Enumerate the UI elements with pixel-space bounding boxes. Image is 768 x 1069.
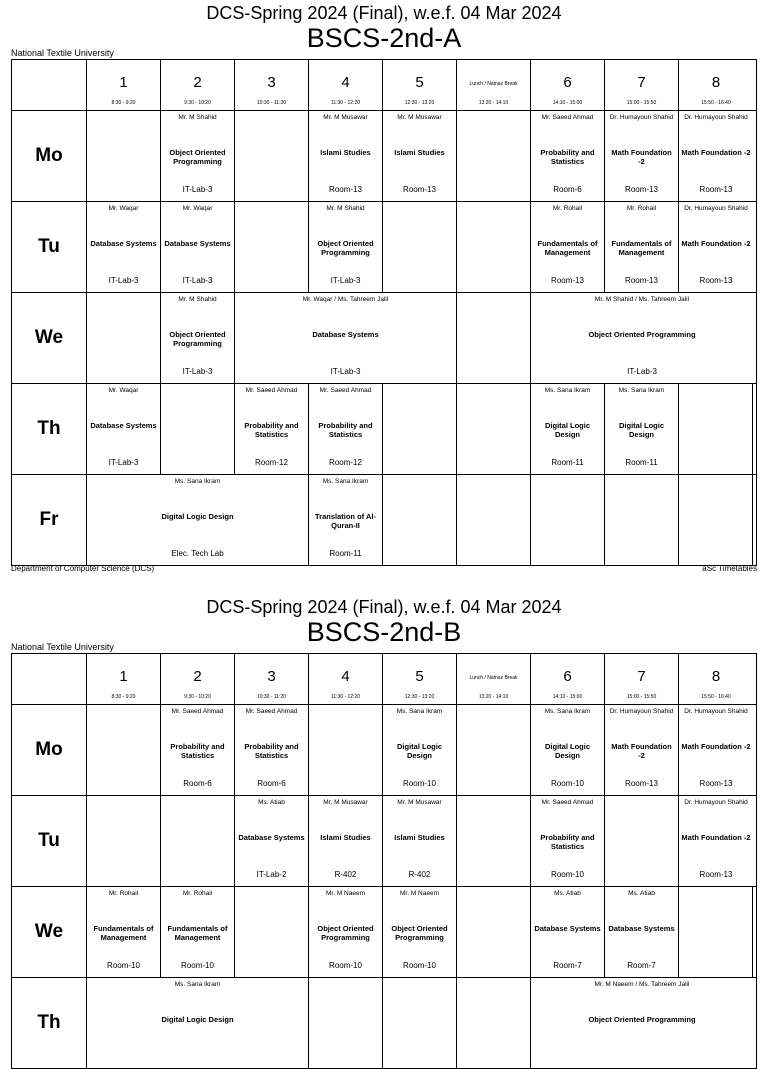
teacher-name: Mr. Waqar xyxy=(182,205,213,212)
period-time: 15:00 - 15:50 xyxy=(626,100,657,106)
room-name: R-402 xyxy=(408,870,431,879)
empty-slot xyxy=(605,475,679,565)
room-name: IT-Lab-3 xyxy=(330,367,361,376)
empty-slot xyxy=(383,202,457,292)
teacher-name: Mr. Saeed Ahmad xyxy=(541,114,594,121)
lunch-cell xyxy=(457,475,531,565)
class-slot[interactable] xyxy=(383,887,457,977)
room-name: Room-13 xyxy=(329,185,362,194)
class-slot[interactable] xyxy=(309,384,383,474)
day-cell xyxy=(12,202,87,292)
period-header-cell xyxy=(87,60,161,110)
room-name: Elec. Tech Lab xyxy=(171,549,224,558)
class-slot[interactable] xyxy=(679,202,753,292)
teacher-name: Ms. Atiab xyxy=(258,799,285,806)
room-name: Room-10 xyxy=(107,961,140,970)
period-header-cell xyxy=(309,60,383,110)
room-name: IT-Lab-2 xyxy=(256,870,287,879)
empty-slot xyxy=(87,796,161,886)
subject-name: Object Oriented Programming xyxy=(588,1015,696,1024)
day-name: Th xyxy=(37,1012,61,1033)
class-slot[interactable] xyxy=(309,202,383,292)
room-name: Room-11 xyxy=(329,549,362,558)
day-cell xyxy=(12,111,87,201)
room-name: Room-13 xyxy=(403,185,436,194)
period-time: 12:30 - 13:20 xyxy=(404,694,435,700)
period-number: 2 xyxy=(193,74,202,91)
room-name: Room-6 xyxy=(183,779,212,788)
teacher-name: Ms. Sana Ikram xyxy=(174,981,221,988)
lunch-cell xyxy=(457,887,531,977)
day-cell xyxy=(12,887,87,977)
empty-slot xyxy=(309,978,383,1068)
subject-name: Digital Logic Design xyxy=(619,421,664,439)
day-name: We xyxy=(34,921,64,942)
room-name: Room-13 xyxy=(625,779,658,788)
lunch-cell xyxy=(457,111,531,201)
room-name: Room-13 xyxy=(551,276,584,285)
teacher-name: Dr. Humayoun Shahid xyxy=(609,708,674,715)
teacher-name: Ms. Sana Ikram xyxy=(544,708,591,715)
room-name: IT-Lab-3 xyxy=(182,276,213,285)
subject-name: Probability and Statistics xyxy=(318,421,373,439)
teacher-name: Mr. Saeed Ahmad xyxy=(171,708,224,715)
subject-name: Object Oriented Programming xyxy=(391,924,448,942)
document-title: DCS-Spring 2024 (Final), w.e.f. 04 Mar 2024 xyxy=(206,597,562,617)
empty-slot xyxy=(679,475,753,565)
day-cell xyxy=(12,796,87,886)
period-number: 3 xyxy=(267,74,276,91)
empty-slot xyxy=(235,111,309,201)
period-time: 15:50 - 16:40 xyxy=(701,100,731,106)
teacher-name: Mr. Waqar / Ms. Tahreem Jalil xyxy=(302,296,389,303)
lunch-cell xyxy=(457,293,531,383)
subject-name: Digital Logic Design xyxy=(161,1015,234,1024)
class-slot[interactable] xyxy=(383,796,457,886)
period-number: 7 xyxy=(637,668,646,685)
room-name: Room-11 xyxy=(551,458,584,467)
period-number: 5 xyxy=(415,74,424,91)
subject-name: Fundamentals of Management xyxy=(167,924,228,942)
room-name: Room-10 xyxy=(329,961,362,970)
teacher-name: Ms. Sana Ikram xyxy=(544,387,591,394)
subject-name: Math Foundation -2 xyxy=(611,742,672,760)
lunch-header-cell xyxy=(457,60,531,110)
class-slot[interactable] xyxy=(531,111,605,201)
day-cell xyxy=(12,475,87,565)
teacher-name: Mr. M Naeem / Ms. Tahreem Jalil xyxy=(594,981,690,988)
room-name: Room-13 xyxy=(699,870,733,879)
subject-name: Math Foundation -2 xyxy=(681,148,751,157)
period-header-cell xyxy=(161,654,235,704)
period-header-cell xyxy=(383,654,457,704)
class-slot[interactable] xyxy=(161,293,235,383)
subject-name: Object Oriented Programming xyxy=(588,330,696,339)
teacher-name: Mr. M Musawar xyxy=(397,799,442,806)
period-header-cell xyxy=(235,60,309,110)
period-header-cell xyxy=(161,60,235,110)
lunch-cell xyxy=(457,796,531,886)
room-name: IT-Lab-3 xyxy=(182,185,213,194)
empty-slot xyxy=(383,384,457,474)
empty-slot xyxy=(679,384,753,474)
teacher-name: Mr. Saeed Ahmad xyxy=(319,387,372,394)
subject-name: Database Systems xyxy=(90,239,157,248)
class-slot[interactable] xyxy=(161,111,235,201)
day-row xyxy=(12,384,756,475)
subject-name: Database Systems xyxy=(164,239,231,248)
period-header-row xyxy=(12,654,756,705)
teacher-name: Ms. Atiab xyxy=(628,890,655,897)
teacher-name: Mr. M Shahid / Ms. Tahreem Jalil xyxy=(594,296,690,303)
subject-name: Database Systems xyxy=(534,924,601,933)
empty-slot xyxy=(531,475,605,565)
class-slot[interactable] xyxy=(531,796,605,886)
period-time: 11:30 - 12:20 xyxy=(330,100,361,106)
day-name: Mo xyxy=(35,739,63,760)
empty-slot xyxy=(87,705,161,795)
subject-name: Digital Logic Design xyxy=(545,742,590,760)
class-slot[interactable] xyxy=(309,475,383,565)
period-number: 7 xyxy=(637,74,646,91)
period-time: 15:50 - 16:40 xyxy=(701,694,731,700)
class-slot[interactable] xyxy=(161,202,235,292)
teacher-name: Mr. M Musawar xyxy=(323,799,368,806)
timetable-grid xyxy=(11,653,757,1069)
empty-slot xyxy=(87,293,161,383)
empty-slot xyxy=(383,978,457,1068)
class-slot[interactable] xyxy=(309,887,383,977)
empty-slot xyxy=(605,796,679,886)
empty-slot xyxy=(161,796,235,886)
class-slot[interactable] xyxy=(87,475,309,565)
teacher-name: Dr. Humayoun Shahid xyxy=(684,708,748,715)
subject-name: Translation of Al-Quran-II xyxy=(315,512,376,530)
empty-slot xyxy=(679,887,753,977)
subject-name: Object Oriented Programming xyxy=(169,148,226,166)
lunch-cell xyxy=(457,705,531,795)
subject-name: Islami Studies xyxy=(320,833,371,842)
day-cell xyxy=(12,705,87,795)
period-header-cell xyxy=(679,60,753,110)
room-name: Room-13 xyxy=(625,276,658,285)
class-slot[interactable] xyxy=(531,887,605,977)
subject-name: Digital Logic Design xyxy=(397,742,442,760)
room-name: Room-13 xyxy=(699,779,733,788)
room-name: Room-10 xyxy=(403,961,436,970)
empty-slot xyxy=(383,475,457,565)
room-name: R-402 xyxy=(334,870,357,879)
period-header-cell xyxy=(383,60,457,110)
teacher-name: Ms. Sana Ikram xyxy=(322,478,369,485)
class-slot[interactable] xyxy=(605,384,679,474)
day-name: Tu xyxy=(38,236,60,257)
room-name: Room-10 xyxy=(551,779,584,788)
teacher-name: Dr. Humayoun Shahid xyxy=(684,114,748,121)
room-name: Room-12 xyxy=(255,458,288,467)
teacher-name: Ms. Sana Ikram xyxy=(618,387,665,394)
class-slot[interactable] xyxy=(87,887,161,977)
period-time: 10:30 - 11:20 xyxy=(256,694,287,700)
lunch-label: Lunch / Namaz Break xyxy=(469,675,518,681)
subject-name: Database Systems xyxy=(608,924,675,933)
teacher-name: Mr. Saeed Ahmad xyxy=(245,708,298,715)
empty-slot xyxy=(235,202,309,292)
day-cell xyxy=(12,293,87,383)
period-number: 3 xyxy=(267,668,276,685)
day-row xyxy=(12,705,756,796)
corner-cell xyxy=(12,60,87,110)
room-name: Room-7 xyxy=(627,961,656,970)
class-slot[interactable] xyxy=(383,111,457,201)
teacher-name: Mr. M Musawar xyxy=(323,114,368,121)
teacher-name: Mr. M Shahid xyxy=(326,205,365,212)
day-cell xyxy=(12,978,87,1068)
subject-name: Math Foundation -2 xyxy=(611,148,672,166)
day-row xyxy=(12,475,756,565)
day-name: Mo xyxy=(35,145,63,166)
day-cell xyxy=(12,384,87,474)
room-name: Room-10 xyxy=(551,870,584,879)
room-name: Room-13 xyxy=(625,185,658,194)
document-title: DCS-Spring 2024 (Final), w.e.f. 04 Mar 2024 xyxy=(206,3,562,23)
period-time: 8:30 - 9:20 xyxy=(111,694,136,700)
period-time: 9:30 - 10:20 xyxy=(184,100,211,106)
teacher-name: Mr. Rohail xyxy=(108,890,139,897)
subject-name: Math Foundation -2 xyxy=(681,239,751,248)
period-number: 6 xyxy=(563,668,572,685)
lunch-label: Lunch / Namaz Break xyxy=(469,81,518,87)
subject-name: Object Oriented Programming xyxy=(317,924,374,942)
class-slot[interactable] xyxy=(679,796,753,886)
subject-name: Probability and Statistics xyxy=(244,742,299,760)
period-header-cell xyxy=(605,60,679,110)
subject-name: Fundamentals of Management xyxy=(93,924,154,942)
teacher-name: Dr. Humayoun Shahid xyxy=(609,114,674,121)
teacher-name: Mr. Rohail xyxy=(182,890,213,897)
period-time: 11:30 - 12:20 xyxy=(330,694,361,700)
empty-slot xyxy=(235,887,309,977)
teacher-name: Mr. M Naeem xyxy=(399,890,439,897)
lunch-cell xyxy=(457,202,531,292)
period-number: 2 xyxy=(193,668,202,685)
room-name: IT-Lab-3 xyxy=(330,276,361,285)
empty-slot xyxy=(309,705,383,795)
period-time: 13:20 - 14:10 xyxy=(478,694,509,700)
teacher-name: Mr. M Musawar xyxy=(397,114,442,121)
empty-slot xyxy=(87,111,161,201)
class-slot[interactable] xyxy=(531,384,605,474)
subject-name: Digital Logic Design xyxy=(545,421,590,439)
period-header-cell xyxy=(235,654,309,704)
teacher-name: Mr. Saeed Ahmad xyxy=(245,387,298,394)
subject-name: Object Oriented Programming xyxy=(317,239,374,257)
class-slot[interactable] xyxy=(605,887,679,977)
class-slot[interactable] xyxy=(531,293,753,383)
university-name: National Textile University xyxy=(11,48,114,58)
room-name: Room-6 xyxy=(257,779,286,788)
class-slot[interactable] xyxy=(679,705,753,795)
room-name: Room-6 xyxy=(553,185,582,194)
period-time: 14:10 - 15:00 xyxy=(552,100,583,106)
room-name: Room-13 xyxy=(699,276,733,285)
teacher-name: Mr. M Shahid xyxy=(178,114,217,121)
teacher-name: Ms. Sana Ikram xyxy=(174,478,221,485)
period-number: 5 xyxy=(415,668,424,685)
room-name: Room-12 xyxy=(329,458,362,467)
day-row xyxy=(12,202,756,293)
period-number: 8 xyxy=(711,74,721,91)
room-name: Room-10 xyxy=(403,779,436,788)
room-name: Room-11 xyxy=(625,458,658,467)
teacher-name: Ms. Sana Ikram xyxy=(396,708,443,715)
day-row xyxy=(12,887,756,978)
teacher-name: Ms. Atiab xyxy=(554,890,581,897)
lunch-cell xyxy=(457,384,531,474)
day-name: Fr xyxy=(39,509,59,530)
subject-name: Database Systems xyxy=(238,833,305,842)
subject-name: Object Oriented Programming xyxy=(169,330,226,348)
subject-name: Islami Studies xyxy=(394,833,445,842)
class-slot[interactable] xyxy=(531,705,605,795)
timetable-grid xyxy=(11,59,757,566)
period-number: 8 xyxy=(711,668,721,685)
teacher-name: Dr. Humayoun Shahid xyxy=(684,799,748,806)
period-header-cell xyxy=(531,654,605,704)
subject-name: Islami Studies xyxy=(394,148,445,157)
class-slot[interactable] xyxy=(87,384,161,474)
day-name: We xyxy=(34,327,64,348)
teacher-name: Mr. Rohail xyxy=(626,205,657,212)
class-slot[interactable] xyxy=(309,111,383,201)
day-name: Th xyxy=(37,418,61,439)
class-slot[interactable] xyxy=(679,111,753,201)
class-slot[interactable] xyxy=(605,705,679,795)
period-number: 6 xyxy=(563,74,572,91)
subject-name: Probability and Statistics xyxy=(540,833,595,851)
period-header-cell xyxy=(87,654,161,704)
period-time: 8:30 - 9:20 xyxy=(111,100,136,106)
teacher-name: Mr. M Naeem xyxy=(325,890,365,897)
subject-name: Math Foundation -2 xyxy=(681,742,751,751)
lunch-cell xyxy=(457,978,531,1068)
day-row xyxy=(12,111,756,202)
period-header-row xyxy=(12,60,756,111)
period-number: 1 xyxy=(119,74,128,91)
class-slot[interactable] xyxy=(605,111,679,201)
subject-name: Probability and Statistics xyxy=(244,421,299,439)
class-slot[interactable] xyxy=(235,384,309,474)
subject-name: Fundamentals of Management xyxy=(537,239,598,257)
room-name: Room-13 xyxy=(699,185,733,194)
teacher-name: Dr. Humayoun Shahid xyxy=(684,205,748,212)
room-name: IT-Lab-3 xyxy=(627,367,657,376)
teacher-name: Mr. Rohail xyxy=(552,205,583,212)
subject-name: Islami Studies xyxy=(320,148,371,157)
section-title: BSCS-2nd-A xyxy=(306,23,462,53)
period-header-cell xyxy=(679,654,753,704)
room-name: IT-Lab-3 xyxy=(108,276,139,285)
period-header-cell xyxy=(605,654,679,704)
subject-name: Database Systems xyxy=(90,421,157,430)
footer-brand: aSc Timetables xyxy=(702,564,757,573)
corner-cell xyxy=(12,654,87,704)
day-row xyxy=(12,796,756,887)
teacher-name: Mr. M Shahid xyxy=(178,296,217,303)
class-slot[interactable] xyxy=(531,202,605,292)
day-row xyxy=(12,978,756,1068)
period-time: 10:30 - 11:20 xyxy=(256,100,287,106)
class-slot[interactable] xyxy=(161,705,235,795)
day-name: Tu xyxy=(38,830,60,851)
lunch-header-cell xyxy=(457,654,531,704)
teacher-name: Mr. Saeed Ahmad xyxy=(541,799,594,806)
class-slot[interactable] xyxy=(383,705,457,795)
period-time: 14:10 - 15:00 xyxy=(552,694,583,700)
university-name: National Textile University xyxy=(11,642,114,652)
teacher-name: Mr. Waqar xyxy=(108,205,139,212)
period-time: 15:00 - 15:50 xyxy=(626,694,657,700)
subject-name: Probability and Statistics xyxy=(170,742,225,760)
subject-name: Digital Logic Design xyxy=(161,512,234,521)
class-slot[interactable] xyxy=(235,796,309,886)
class-slot[interactable] xyxy=(309,796,383,886)
room-name: Room-7 xyxy=(553,961,582,970)
period-time: 9:30 - 10:20 xyxy=(184,694,211,700)
subject-name: Probability and Statistics xyxy=(540,148,595,166)
class-slot[interactable] xyxy=(235,293,457,383)
period-header-cell xyxy=(309,654,383,704)
period-time: 12:30 - 13:20 xyxy=(404,100,435,106)
period-header-cell xyxy=(531,60,605,110)
period-number: 4 xyxy=(341,668,350,685)
period-time: 13:20 - 14:10 xyxy=(478,100,509,106)
day-row xyxy=(12,293,756,384)
section-title: BSCS-2nd-B xyxy=(306,617,462,647)
room-name: IT-Lab-3 xyxy=(182,367,213,376)
class-slot[interactable] xyxy=(87,978,309,1068)
class-slot[interactable] xyxy=(161,887,235,977)
class-slot[interactable] xyxy=(531,978,753,1068)
class-slot[interactable] xyxy=(605,202,679,292)
room-name: Room-10 xyxy=(181,961,214,970)
class-slot[interactable] xyxy=(87,202,161,292)
teacher-name: Mr. Waqar xyxy=(108,387,139,394)
period-number: 1 xyxy=(119,668,128,685)
footer-department: Department of Computer Science (DCS) xyxy=(11,564,155,573)
subject-name: Math Foundation -2 xyxy=(681,833,751,842)
period-number: 4 xyxy=(341,74,350,91)
empty-slot xyxy=(161,384,235,474)
room-name: IT-Lab-3 xyxy=(108,458,139,467)
class-slot[interactable] xyxy=(235,705,309,795)
subject-name: Fundamentals of Management xyxy=(611,239,672,257)
subject-name: Database Systems xyxy=(312,330,379,339)
